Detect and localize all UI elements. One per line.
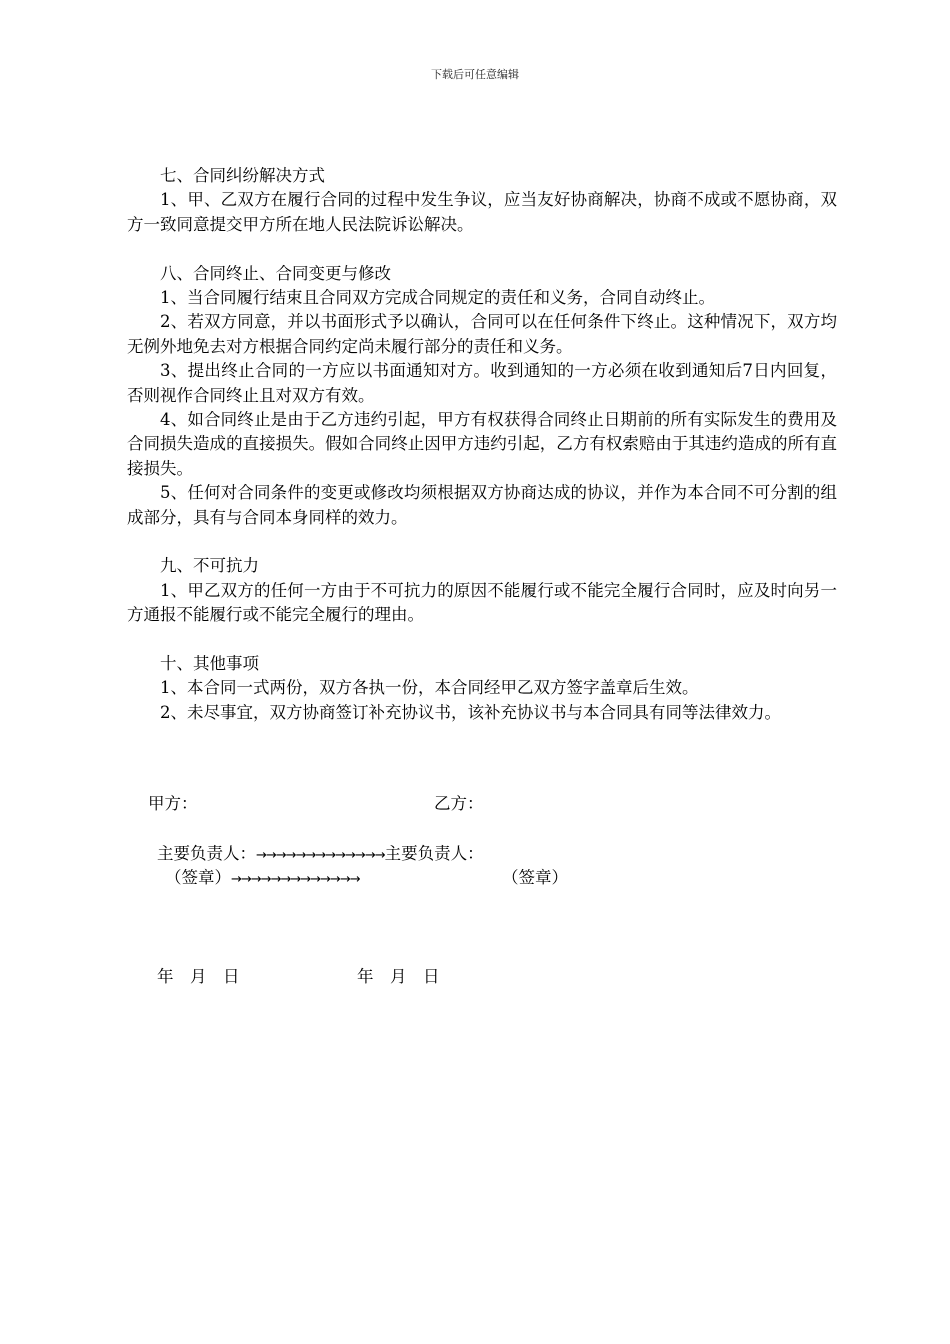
principal-a-row bbox=[157, 840, 484, 864]
principal-a-label: 主要负责人： bbox=[157, 844, 256, 863]
party-b-label: 乙方： bbox=[434, 794, 484, 813]
date-a: 年 月 日 bbox=[157, 967, 240, 986]
page-header: 下载后可任意编辑 bbox=[431, 68, 519, 81]
section-title: 八、合同终止、合同变更与修改 bbox=[160, 263, 391, 283]
section-7 bbox=[127, 164, 837, 237]
tab-arrows: →→→→→→→→→→→→→ bbox=[256, 848, 385, 863]
section-title: 七、合同纠纷解决方式 bbox=[160, 166, 325, 185]
clause: 2、未尽事宜，双方协商签订补充协议书，该补充协议书与本合同具有同等法律效力。 bbox=[160, 702, 781, 722]
clause: 2、若双方同意，并以书面形式予以确认，合同可以在任何条件下终止。这种情况下，双方均无例外地免去对方根据合同约定尚未履行部分的责任和义务。 bbox=[127, 312, 837, 356]
clause: 4、如合同终止是由于乙方违约引起，甲方有权获得合同终止日期前的所有实际发生的费用及合同损失造成的直接损失。假如合同终止因甲方违约引起，乙方有权索赔由于其违约造成的所有直接损失。 bbox=[127, 410, 837, 478]
section-10 bbox=[127, 652, 837, 725]
clause: 5、任何对合同条件的变更或修改均须根据双方协商达成的协议，并作为本合同不可分割的组成部分，具有与合同本身同样的效力。 bbox=[127, 483, 837, 527]
seal-a-label: （签章） bbox=[165, 868, 231, 887]
section-9 bbox=[127, 554, 837, 627]
clause: 1、甲乙双方的任何一方由于不可抗力的原因不能履行或不能完全履行合同时，应及时向另一方通报不能履行或不能完全履行的理由。 bbox=[127, 580, 837, 625]
clause: 3、提出终止合同的一方应以书面通知对方。收到通知的一方必须在收到通知后7日内回复，否则视作合同终止且对双方有效。 bbox=[127, 361, 837, 405]
seal-b-label: （签章） bbox=[502, 868, 568, 887]
clause: 1、本合同一式两份，双方各执一份，本合同经甲乙双方签字盖章后生效。 bbox=[160, 678, 699, 698]
tab-arrows: →→→→→→→→→→→→→ bbox=[231, 872, 360, 887]
section-title: 十、其他事项 bbox=[160, 654, 259, 674]
clause: 1、当合同履行结束且合同双方完成合同规定的责任和义务，合同自动终止。 bbox=[160, 288, 715, 308]
section-8 bbox=[127, 262, 837, 530]
section-title: 九、不可抗力 bbox=[160, 556, 259, 576]
contract-body bbox=[127, 164, 837, 725]
date-b: 年 月 日 bbox=[357, 967, 440, 986]
principal-b-label: 主要负责人： bbox=[384, 844, 484, 863]
party-a-label: 甲方： bbox=[148, 794, 198, 813]
clause: 1、甲、乙双方在履行合同的过程中发生争议，应当友好协商解决，协商不成或不愿协商，双方一致同意提交甲方所在地人民法院诉讼解决。 bbox=[127, 190, 837, 234]
seal-a-row bbox=[165, 864, 360, 888]
